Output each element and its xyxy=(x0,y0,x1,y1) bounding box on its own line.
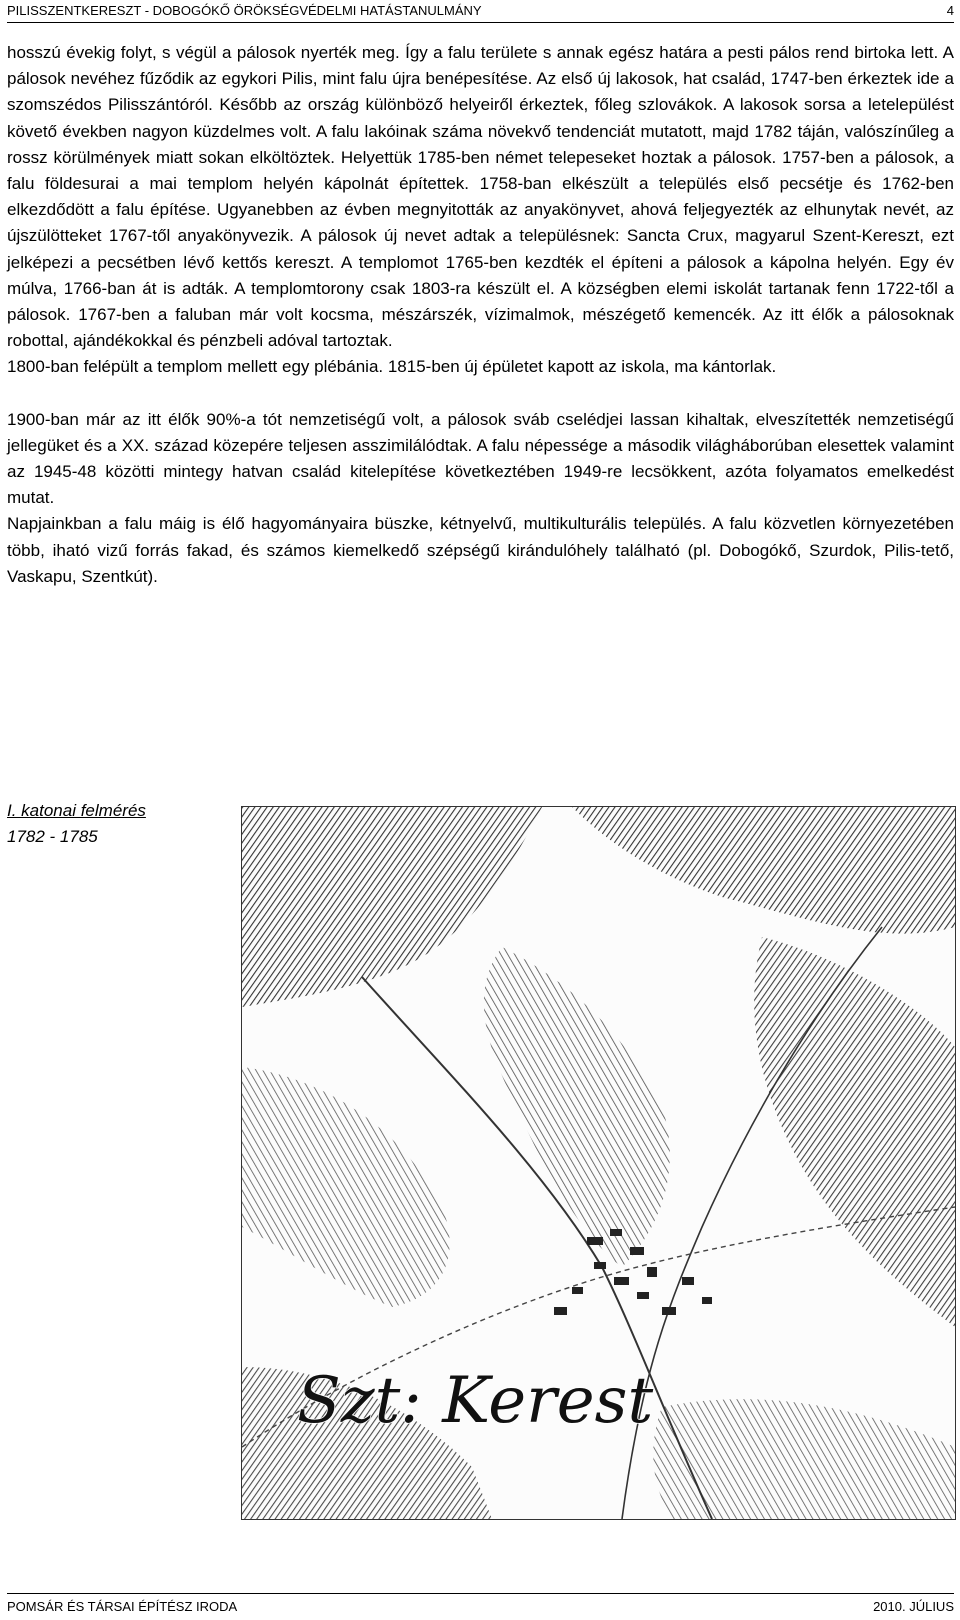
paragraph-history: hosszú évekig folyt, s végül a pálosok nyerték meg. Így a falu területe s annak egész határa a pesti pálos rend birtoka lett. A pálosok nevéhez fűződik az egykori Pilis, mint falu újra benépesítése. Az első új lakosok, hat család, 1747-ben érkeztek ide a szomszédos Pilisszántóról. Később az ország különböző helyeiről érkeztek, főleg szlovákok. A lakosok sorsa a letelepülést követő években nagyon küzdelmes volt. A falu lakóinak száma növekvő tendenciát mutatott, majd 1782 táján, valószínűleg a rossz körülmények miatt sokan elköltöztek. Helyettük 1785-ben német telepeseket hoztak a pálosok. 1757-ben a pálosok, a falu földesurai a mai templom helyén kápolnát építettek. 1758-ban elkészült a település első pecsétje és 1762-ben elkezdődött a falu építése. Ugyanebben az évben megnyitották az anyakönyvet, ahová feljegyezték az elhunytak nevét, az újszülötteket 1767-től anyakönyvezik. A pálosok új nevet adtak a településnek: Sancta Crux, magyarul Szent-Kereszt, ezt jelképezi a pecsétben lévő kettős kereszt. A templomot 1765-ben kezdték el építeni a pálosok a kápolna helyén. Egy év múlva, 1766-ban át is adták. A templomtorony csak 1803-ra készült el. A községben elemi iskolát tartanak fenn 1722-től a pálosok. 1767-ben a faluban már volt kocsma, mészárszék, vízimalmok, mészégető kemencék. Az itt élők a pálosoknak robottal, ajándékokkal és pénzbeli adóval tartoztak. xyxy=(7,43,954,351)
map-caption xyxy=(7,798,146,850)
document-title: PILISSZENTKERESZT - DOBOGÓKŐ ÖRÖKSÉGVÉDELMI HATÁSTANULMÁNY xyxy=(7,3,482,18)
footer-date: 2010. JÚLIUS xyxy=(873,1599,954,1614)
paragraph-1800: 1800-ban felépült a templom mellett egy plébánia. 1815-ben új épületet kapott az iskola, ma kántorlak. xyxy=(7,357,777,377)
page-footer xyxy=(7,1593,954,1618)
map-caption-title: I. katonai felmérés xyxy=(7,801,146,820)
footer-firm: POMSÁR ÉS TÁRSAI ÉPÍTÉSZ IRODA xyxy=(7,1599,238,1614)
map-caption-years: 1782 - 1785 xyxy=(7,827,98,846)
body-text xyxy=(7,40,954,590)
map-place-label: Szt: Kerest xyxy=(297,1364,654,1438)
paragraph-1900: 1900-ban már az itt élők 90%-a tót nemzetiségű volt, a pálosok sváb cselédjei lassan kihaltak, elveszítették nemzetiségű jellegüket és a XX. század közepére teljesen asszimilálódtak. A falu népessége a második világháborúban elesettek valamint az 1945-48 közötti mintegy hatvan család kitelepítése következtében 1949-re lecsökkent, azóta folyamatos emelkedést mutat. xyxy=(7,409,954,508)
historical-map-image xyxy=(241,806,956,1520)
paragraph-today: Napjainkban a falu máig is élő hagyományaira büszke, kétnyelvű, multikulturális település. A falu közvetlen környezetében több, iható vizű forrás fakad, és számos kiemelkedő szépségű kirándulóhely található (pl. Dobogókő, Szurdok, Pilis-tető, Vaskapu, Szentkút). xyxy=(7,514,954,586)
page-number: 4 xyxy=(946,3,954,18)
page-header xyxy=(7,0,954,23)
